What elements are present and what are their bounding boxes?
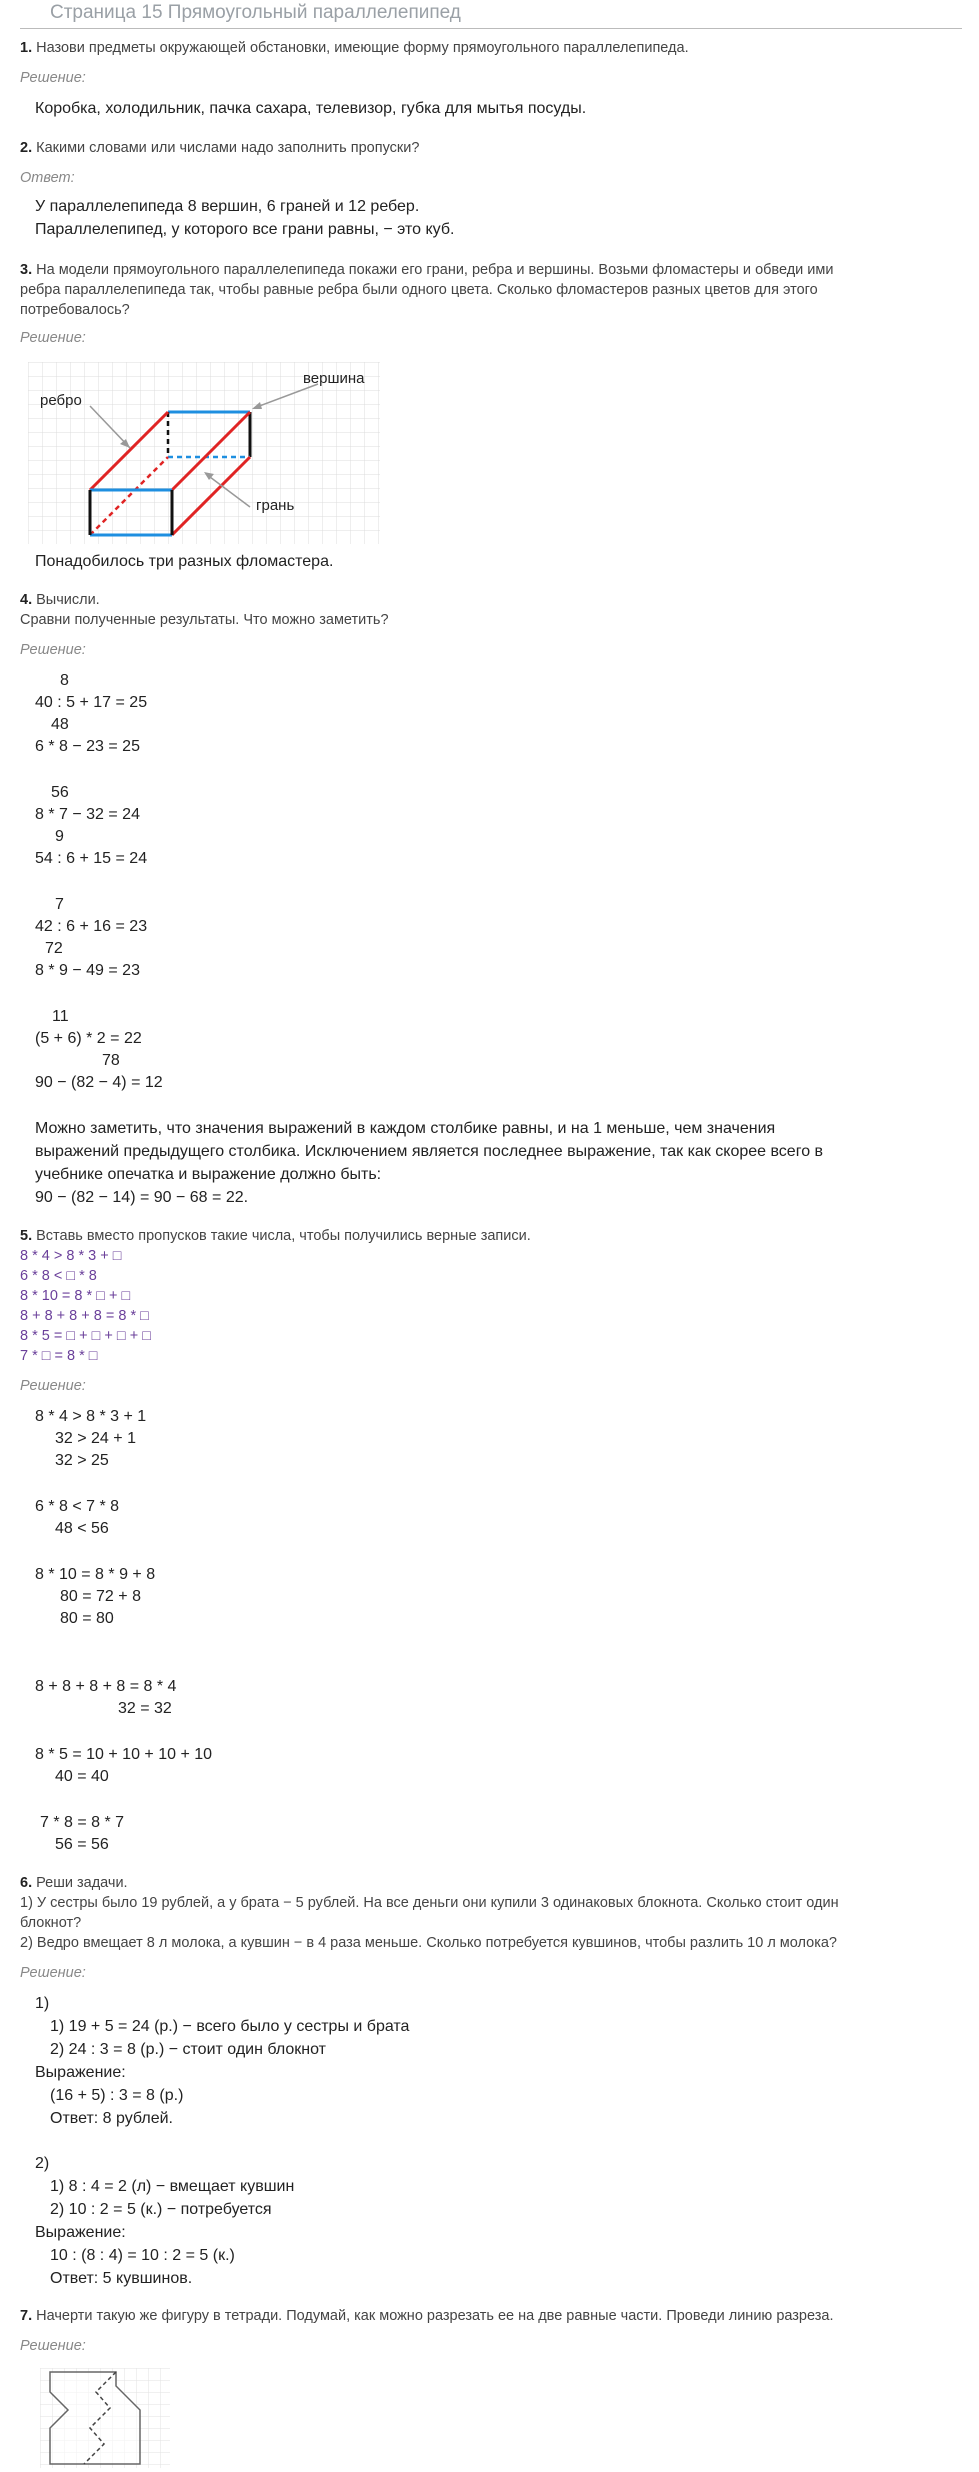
task-5-solution-line: 7 * 8 = 8 * 7 xyxy=(40,1814,125,1831)
task-5 xyxy=(20,1228,531,1244)
task-1-solution: Коробка, холодильник, пачка сахара, телевизор, губка для мытья посуды. xyxy=(35,100,587,117)
task-6-text-line: блокнот? xyxy=(20,1915,82,1931)
task-2-text: Какими словами или числами надо заполнить пропуски? xyxy=(36,140,420,156)
task-6-solution-line: 1) 19 + 5 = 24 (р.) − всего было у сестры и брата xyxy=(50,2018,410,2035)
figure-cut-drawing xyxy=(40,2368,170,2468)
task-7-number: 7. xyxy=(20,2308,33,2324)
calc-line: 40 : 5 + 17 = 25 xyxy=(35,694,148,711)
calc-intermediate: 8 xyxy=(60,672,69,689)
face-label: грань xyxy=(256,497,295,514)
task-3-solution-label: Решение: xyxy=(20,330,86,346)
page-title: Страница 15 Прямоугольный параллелепипед xyxy=(50,2,461,23)
task-3-number: 3. xyxy=(20,262,33,278)
calc-intermediate: 7 xyxy=(55,896,64,913)
vertex-label: вершина xyxy=(303,370,365,387)
task-3-text: На модели прямоугольного параллелепипеда покажи его грани, ребра и вершины. Возьми фломастеры и обведи ими xyxy=(36,262,834,278)
task-1 xyxy=(20,40,689,56)
task-6 xyxy=(20,1875,128,1891)
task-2 xyxy=(20,140,419,156)
task-6-text-line: 2) Ведро вмещает 8 л молока, а кувшин − в 4 раза меньше. Сколько потребуется кувшинов, чтобы разлить 10 л молока? xyxy=(20,1935,837,1951)
task-6-solution-line: 1) 8 : 4 = 2 (л) − вмещает кувшин xyxy=(50,2178,295,2195)
task-2-answer-line: У параллелепипеда 8 вершин, 6 граней и 12 ребер. xyxy=(35,198,420,215)
task-7-solution-label: Решение: xyxy=(20,2338,86,2354)
task-1-solution-label: Решение: xyxy=(20,70,86,86)
calc-intermediate: 56 xyxy=(51,784,69,801)
task-6-text: Реши задачи. xyxy=(36,1875,128,1891)
task-6-solution-line: Выражение: xyxy=(35,2064,126,2081)
task-6-solution-line: Ответ: 8 рублей. xyxy=(50,2110,173,2127)
task-6-solution-line: 2) xyxy=(35,2155,50,2172)
task-6-solution-line: (16 + 5) : 3 = 8 (р.) xyxy=(50,2087,184,2104)
calc-intermediate: 72 xyxy=(45,940,63,957)
task-5-number: 5. xyxy=(20,1228,33,1244)
calc-line: 42 : 6 + 16 = 23 xyxy=(35,918,148,935)
task-5-item: 8 * 4 > 8 * 3 + □ xyxy=(20,1248,122,1264)
task-5-solution-line: 32 > 24 + 1 xyxy=(55,1430,136,1447)
task-5-solution-line: 48 < 56 xyxy=(55,1520,109,1537)
task-4-conclusion-line: учебнике опечатка и выражение должно быть: xyxy=(35,1166,382,1183)
task-4-text: Вычисли. xyxy=(36,592,100,608)
calc-line: 54 : 6 + 15 = 24 xyxy=(35,850,148,867)
task-2-answer-line: Параллелепипед, у которого все грани равны, − это куб. xyxy=(35,221,455,238)
task-6-solution-label: Решение: xyxy=(20,1965,86,1981)
calc-intermediate: 48 xyxy=(51,716,69,733)
calc-line: 8 * 9 − 49 = 23 xyxy=(35,962,140,979)
calc-line: (5 + 6) * 2 = 22 xyxy=(35,1030,142,1047)
task-5-solution-line: 8 * 10 = 8 * 9 + 8 xyxy=(35,1566,156,1583)
task-5-solution-line: 32 = 32 xyxy=(118,1700,172,1717)
task-1-number: 1. xyxy=(20,40,33,56)
task-6-solution-line: 1) xyxy=(35,1995,50,2012)
task-6-number: 6. xyxy=(20,1875,33,1891)
title-underline xyxy=(20,28,962,29)
task-3-text-line: ребра параллелепипеда так, чтобы равные ребра были одного цвета. Сколько фломастеров разных цветов для этого xyxy=(20,282,818,298)
task-5-solution-label: Решение: xyxy=(20,1378,86,1394)
task-4-text-line: Сравни полученные результаты. Что можно заметить? xyxy=(20,612,389,628)
task-5-solution-line: 8 + 8 + 8 + 8 = 8 * 4 xyxy=(35,1678,177,1695)
calc-line: 90 − (82 − 4) = 12 xyxy=(35,1074,163,1091)
task-5-item: 8 * 10 = 8 * □ + □ xyxy=(20,1288,131,1304)
task-6-solution-line: 10 : (8 : 4) = 10 : 2 = 5 (к.) xyxy=(50,2247,235,2264)
task-4-conclusion-line: выражений предыдущего столбика. Исключением является последнее выражение, так как скорее всего в xyxy=(35,1143,824,1160)
task-5-solution-line: 56 = 56 xyxy=(55,1836,109,1853)
task-5-item: 6 * 8 < □ * 8 xyxy=(20,1268,97,1284)
task-5-solution-line: 40 = 40 xyxy=(55,1768,109,1785)
calc-intermediate: 78 xyxy=(102,1052,120,1069)
edge-label: ребро xyxy=(40,392,82,409)
calc-line: 6 * 8 − 23 = 25 xyxy=(35,738,140,755)
task-6-text-line: 1) У сестры было 19 рублей, а у брата − 5 рублей. На все деньги они купили 3 одинаковых блокнота. Сколько стоит один xyxy=(20,1895,839,1911)
task-5-solution-line: 80 = 80 xyxy=(60,1610,114,1627)
task-5-text: Вставь вместо пропусков такие числа, чтобы получились верные записи. xyxy=(36,1228,531,1244)
task-5-solution-line: 8 * 4 > 8 * 3 + 1 xyxy=(35,1408,147,1425)
task-2-number: 2. xyxy=(20,140,33,156)
task-6-solution-line: 2) 10 : 2 = 5 (к.) − потребуется xyxy=(50,2201,272,2218)
task-5-solution-line: 32 > 25 xyxy=(55,1452,109,1469)
grid-background xyxy=(28,362,380,544)
task-4-number: 4. xyxy=(20,592,33,608)
task-4-conclusion-line: 90 − (82 − 14) = 90 − 68 = 22. xyxy=(35,1189,249,1206)
calc-line: 8 * 7 − 32 = 24 xyxy=(35,806,140,823)
task-5-item: 8 + 8 + 8 + 8 = 8 * □ xyxy=(20,1308,149,1324)
task-4-solution-label: Решение: xyxy=(20,642,86,658)
task-4-conclusion-line: Можно заметить, что значения выражений в каждом столбике равны, и на 1 меньше, чем значения xyxy=(35,1120,776,1137)
task-7 xyxy=(20,2308,833,2324)
task-5-item: 7 * □ = 8 * □ xyxy=(20,1348,98,1364)
task-6-solution-line: Выражение: xyxy=(35,2224,126,2241)
task-5-item: 8 * 5 = □ + □ + □ + □ xyxy=(20,1328,151,1344)
calc-intermediate: 11 xyxy=(52,1008,69,1025)
task-6-solution-line: Ответ: 5 кувшинов. xyxy=(50,2270,193,2287)
task-4 xyxy=(20,592,100,608)
task-2-answer-label: Ответ: xyxy=(20,170,75,186)
calc-intermediate: 9 xyxy=(55,828,64,845)
task-1-text: Назови предметы окружающей обстановки, имеющие форму прямоугольного параллелепипеда. xyxy=(36,40,689,56)
task-3 xyxy=(20,262,833,278)
task-6-solution-line: 2) 24 : 3 = 8 (р.) − стоит один блокнот xyxy=(50,2041,326,2058)
task-5-solution-line: 8 * 5 = 10 + 10 + 10 + 10 xyxy=(35,1746,213,1763)
task-3-text-line: потребовалось? xyxy=(20,302,130,318)
task-5-solution-line: 80 = 72 + 8 xyxy=(60,1588,141,1605)
task-7-text: Начерти такую же фигуру в тетради. Подумай, как можно разрезать ее на две равные части. Проведи линию разреза. xyxy=(36,2308,834,2324)
parallelepiped-figure xyxy=(28,362,380,544)
task-5-solution-line: 6 * 8 < 7 * 8 xyxy=(35,1498,120,1515)
task-3-solution: Понадобилось три разных фломастера. xyxy=(35,553,334,570)
